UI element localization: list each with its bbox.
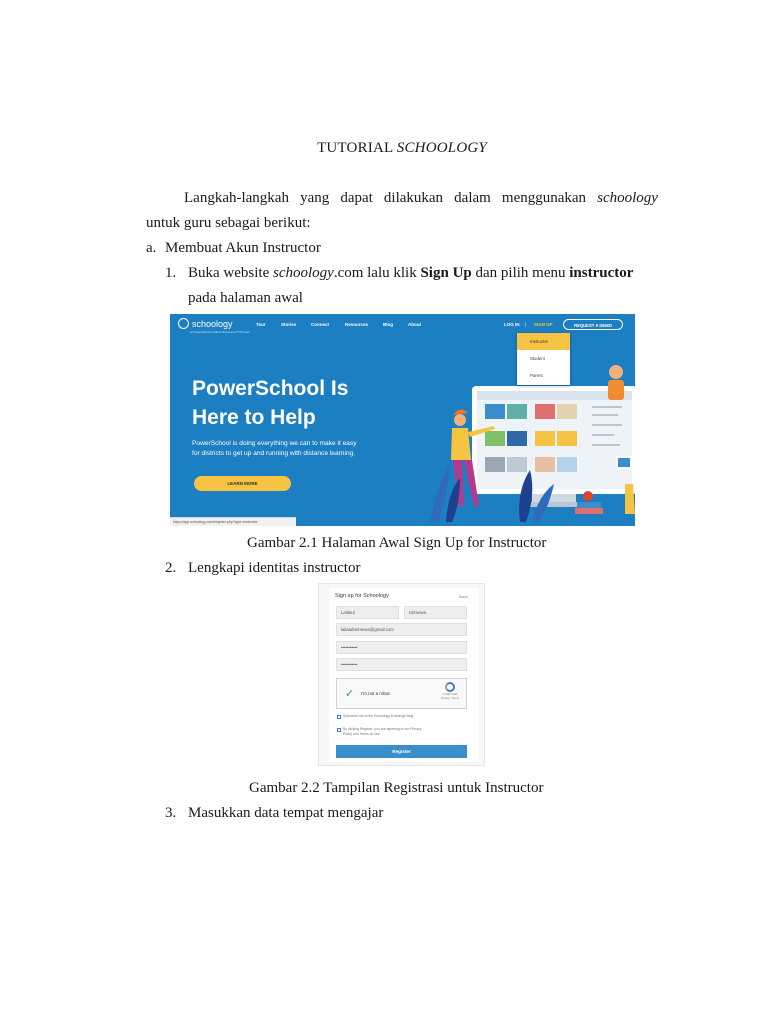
intro-word: yang <box>300 190 330 206</box>
dropdown-item-instructor[interactable]: Instructor <box>517 333 570 350</box>
login-link[interactable]: LOG IN <box>504 322 520 327</box>
monitor-base <box>522 502 586 507</box>
newsletter-checkbox[interactable] <box>337 715 341 719</box>
status-url: https://app.schoology.com/register.php?type=instructor <box>170 517 296 526</box>
recaptcha-brand: reCAPTCHA <box>442 693 458 696</box>
dropdown-item-student[interactable]: Student <box>530 356 545 361</box>
captcha-label: I'm not a robot <box>361 691 390 696</box>
first-name-input[interactable]: Lailatul <box>336 606 399 619</box>
email-input[interactable]: lailatulistimewa@gmail.com <box>336 623 467 636</box>
nav-blog[interactable]: Blog <box>383 322 393 327</box>
figure-caption-2: Gambar 2.2 Tampilan Registrasi untuk Instructor <box>249 780 544 796</box>
section-a-marker: a. <box>146 240 157 256</box>
request-demo-button[interactable]: REQUEST A DEMO <box>563 319 623 330</box>
intro-word-italic: schoology <box>597 190 658 206</box>
desk-items <box>575 491 603 514</box>
step1-text-line2: pada halaman awal <box>188 290 303 306</box>
intro-word: dalam <box>454 190 491 206</box>
terms-label: By clicking Register, you are agreeing to our Privacy Policy and Terms of Use. <box>343 727 422 736</box>
intro-paragraph-line1 <box>184 188 658 208</box>
intro-word: dilakukan <box>383 190 444 206</box>
schoology-logo: schoology <box>178 318 233 329</box>
step2-text: Lengkapi identitas instructor <box>188 560 361 576</box>
signup-card <box>329 588 479 762</box>
recaptcha-logo <box>439 682 461 700</box>
checkmark-icon: ✓ <box>345 688 355 700</box>
schoology-homepage-screenshot <box>170 314 635 526</box>
nav-stories[interactable]: Stories <box>281 322 297 327</box>
signup-form-screenshot <box>318 583 485 766</box>
recaptcha-icon <box>445 682 455 692</box>
step1-text: Buka website schoology.com lalu klik Sign Up dan pilih menu instructor <box>188 265 634 281</box>
intro-paragraph-line2: untuk guru sebagai berikut: <box>146 215 311 231</box>
newsletter-label: Subscribe me to the Schoology Exchange blog <box>343 714 414 718</box>
page-title: TUTORIAL SCHOOLOGY <box>317 140 487 156</box>
back-link[interactable]: Back <box>459 594 468 599</box>
step2-number: 2. <box>165 560 177 576</box>
nav-connect[interactable]: Connect <box>311 322 329 327</box>
hero-headline: PowerSchool Is Here to Help <box>192 377 349 429</box>
logo-ring-icon <box>178 318 189 329</box>
signup-title: Sign up for Schoology <box>335 593 389 599</box>
nav-tour[interactable]: Tour <box>256 322 266 327</box>
step1-number: 1. <box>165 265 177 281</box>
confirm-password-input[interactable]: ••••••••••• <box>336 658 467 671</box>
dropdown-item-parent[interactable]: Parent <box>530 373 543 378</box>
recaptcha-terms: Privacy - Terms <box>441 697 459 700</box>
nav-separator: | <box>525 322 527 327</box>
nav-resources[interactable]: Resources <box>345 322 369 327</box>
schoology-tagline: A PowerSchool Unified Classroom™ Product <box>190 330 250 334</box>
register-button[interactable]: Register <box>336 745 467 758</box>
intro-word: Langkah-langkah <box>184 190 289 206</box>
monitor-stand <box>532 494 576 502</box>
intro-word: dapat <box>340 190 373 206</box>
terms-checkbox[interactable] <box>337 728 341 732</box>
learn-more-button[interactable]: LEARN MORE <box>194 476 291 491</box>
hero-body: PowerSchool is doing everything we can to make it easy for districts to get up and running with distance learning. <box>192 440 357 457</box>
nav-about[interactable]: About <box>408 322 421 327</box>
signup-dropdown <box>517 333 570 385</box>
figure-caption-1: Gambar 2.1 Halaman Awal Sign Up for Instructor <box>247 535 547 551</box>
intro-word: menggunakan <box>501 190 587 206</box>
step3-text: Masukkan data tempat mengajar <box>188 805 384 821</box>
signup-link[interactable]: SIGN UP <box>534 322 553 327</box>
password-input[interactable]: ••••••••••• <box>336 641 467 654</box>
recaptcha-widget[interactable] <box>336 678 467 709</box>
step3-number: 3. <box>165 805 177 821</box>
last-name-input[interactable]: Istimewa <box>404 606 467 619</box>
section-a-heading: Membuat Akun Instructor <box>165 240 321 256</box>
